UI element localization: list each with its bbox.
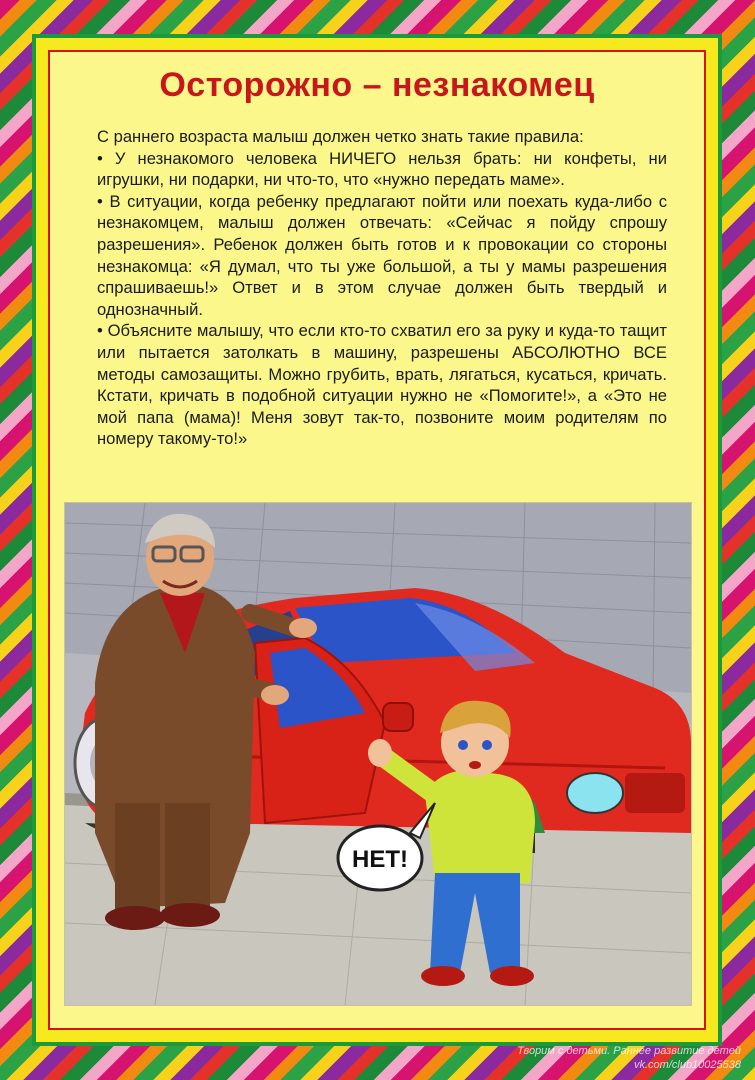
watermark (517, 1044, 741, 1072)
rule-paragraph-2: • В ситуации, когда ребенку предлагают пойти или поехать куда-либо с незнакомцем, малыш должен отвечать: «Сейчас я пойду спрошу разрешения». Ребенок должен быть готов и к провокации со стороны незнакомца: «Я думал, что ты уже большой, а ты у мамы разрешения спрашиваешь!» Ответ и в этом случае должен быть твердый и однозначный. (97, 191, 667, 319)
rule-paragraph-1: • У незнакомого человека НИЧЕГО нельзя брать: ни конфеты, ни игрушки, ни подарки, ни что-то, что «нужно передать маме». (97, 148, 667, 190)
watermark-line-2: vk.com/club10025538 (633, 1059, 741, 1071)
illustration-stranger-car-child (64, 502, 692, 1006)
watermark-line-1: Творим с детьми. Раннее развитие детей (517, 1045, 741, 1057)
page-title: Осторожно – незнакомец (159, 66, 595, 104)
speech-bubble-text: НЕТ! (352, 846, 408, 873)
body-text (97, 126, 667, 450)
rule-paragraph-3: • Объясните малышу, что если кто-то схватил его за руку и куда-то тащит или пытается затолкать в машину, разрешены АБСОЛЮТНО ВСЕ методы самозащиты. Можно грубить, врать, лягаться, кусаться, кричать. Кстати, кричать в подобной ситуации нужно не «Помогите!», а «Это не мой папа (мама)! Меня зовут так-то, позвоните моим родителям по номеру такому-то!» (97, 321, 667, 449)
illustration-svg (65, 503, 691, 1005)
intro-paragraph: С раннего возраста малыш должен четко знать такие правила: (97, 127, 584, 146)
